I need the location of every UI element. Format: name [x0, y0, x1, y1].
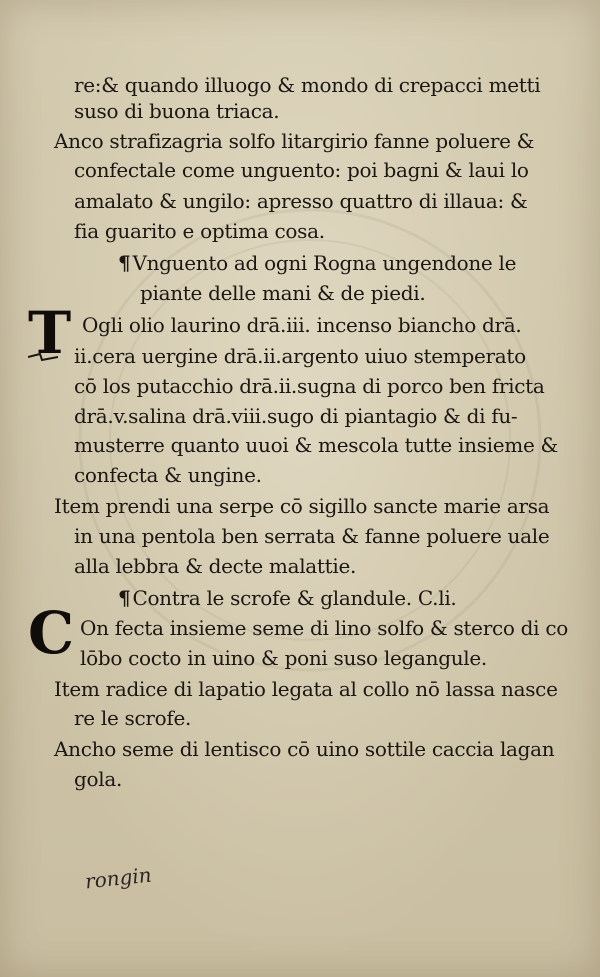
- pilcrow-icon: ¶: [118, 251, 131, 275]
- section-heading-rogna: [118, 250, 516, 276]
- section-heading-scrofe: [118, 585, 457, 611]
- heading-text: Contra le scrofe & glandule. C.li.: [132, 586, 457, 610]
- text-line: Item prendi una serpe cō sigillo sancte marie arsa: [54, 494, 550, 518]
- text-line: cō los putacchio drā.ii.sugna di porco ben fricta: [74, 374, 545, 398]
- text-line: confectale come unguento: poi bagni & laui lo: [74, 158, 529, 182]
- text-line: piante delle mani & de piedi.: [140, 281, 426, 305]
- text-line: ii.cera uergine drā.ii.argento uiuo stemperato: [74, 344, 526, 368]
- text-line: lōbo cocto in uino & poni suso legangule.: [80, 646, 487, 670]
- text-line: Item radice di lapatio legata al collo nō lassa nasce: [54, 677, 558, 701]
- text-line: gola.: [74, 767, 123, 791]
- text-line: Anco strafizagria solfo litargirio fanne poluere &: [54, 129, 535, 153]
- text-line: fia guarito e optima cosa.: [74, 219, 325, 243]
- text-line: drā.v.salina drā.viii.sugo di piantagio & di fu-: [74, 404, 518, 428]
- text-line: re:& quando illuogo & mondo di crepacci metti: [74, 73, 541, 97]
- heading-text: Vnguento ad ogni Rogna ungendone le: [132, 251, 517, 275]
- text-line: Ogli olio laurino drā.iii. incenso biancho drā.: [82, 313, 522, 337]
- drop-cap-t: T: [28, 299, 72, 367]
- library-stamp-watermark: [60, 140, 560, 840]
- text-line: Ancho seme di lentisco cō uino sottile caccia lagan: [54, 737, 555, 761]
- text-line: musterre quanto uuoi & mescola tutte insieme &: [74, 433, 559, 457]
- pilcrow-icon: ¶: [118, 586, 131, 610]
- drop-cap-c: C: [28, 599, 75, 667]
- text-line: suso di buona triaca.: [74, 99, 280, 123]
- text-line: re le scrofe.: [74, 706, 192, 730]
- text-line: alla lebbra & decte malattie.: [74, 554, 357, 578]
- text-line: in una pentola ben serrata & fanne poluere uale: [74, 524, 550, 548]
- text-line: On fecta insieme seme di lino solfo & sterco di co: [80, 616, 568, 640]
- text-line: amalato & ungilo: apresso quattro di illaua: &: [74, 189, 528, 213]
- handwritten-annotation: rongin: [83, 862, 153, 894]
- text-line: confecta & ungine.: [74, 463, 262, 487]
- printer-ornament-icon: [28, 352, 58, 362]
